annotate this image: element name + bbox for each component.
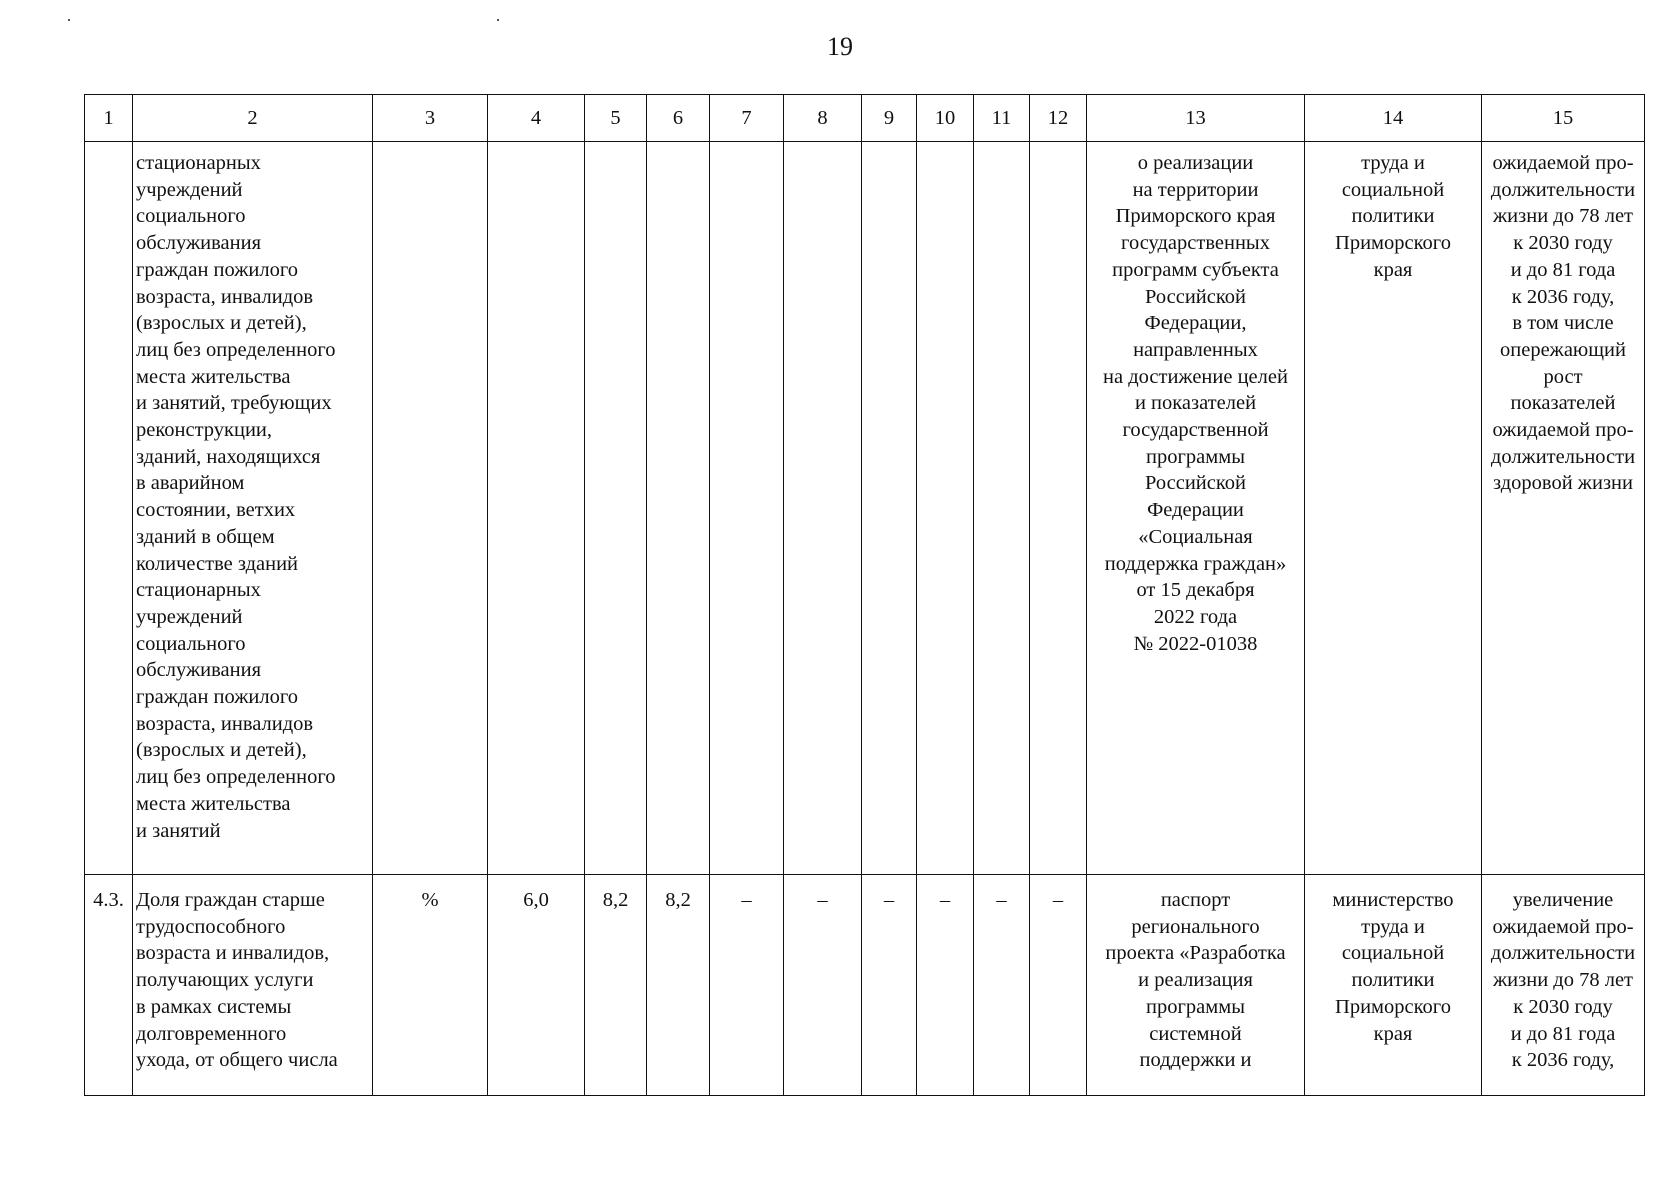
- table-row: [85, 875, 1645, 1096]
- header-cell: 8: [784, 95, 862, 142]
- header-cell: 13: [1087, 95, 1305, 142]
- header-cell: 5: [585, 95, 647, 142]
- cell-text-line: Доля граждан старше: [136, 889, 325, 911]
- cell-text-line: учреждений: [136, 178, 243, 201]
- cell-text-line: политики: [1351, 205, 1435, 228]
- row-number-cell: [85, 142, 133, 875]
- responsible-body-cell: [1305, 142, 1482, 875]
- indicator-name-cell: [133, 875, 373, 1096]
- cell-text-line: (взрослых и детей),: [136, 739, 307, 762]
- cell-text-line: программы: [1146, 995, 1245, 1018]
- cell-text-line: возраста, инвалидов: [136, 285, 314, 308]
- scan-speck: [68, 19, 70, 21]
- cell-text-line: программы: [1146, 445, 1245, 468]
- cell-text-line: социальной: [1341, 178, 1445, 201]
- value-cell: 8,2: [585, 875, 647, 1096]
- cell-text-line: и занятий, требующих: [136, 392, 332, 415]
- cell-text-line: от 15 декабря: [1136, 579, 1255, 602]
- national-goal-cell: [1482, 875, 1645, 1096]
- cell-text-line: социальной: [1341, 942, 1445, 965]
- header-cell: 12: [1030, 95, 1087, 142]
- cell-text-line: на достижение целей: [1103, 365, 1288, 388]
- cell-text-line: Приморского края: [1115, 205, 1276, 228]
- cell-text-line: и занятий: [136, 819, 221, 842]
- cell-text-line: долговременного: [136, 1022, 287, 1045]
- cell-text-line: программ субъекта: [1112, 258, 1279, 281]
- cell-text-line: стационарных: [136, 579, 261, 602]
- header-cell: 15: [1482, 95, 1645, 142]
- cell-text-line: Российской: [1144, 285, 1247, 308]
- value-cell: [647, 142, 710, 875]
- cell-text-line: возраста, инвалидов: [136, 712, 314, 735]
- header-cell: 3: [373, 95, 488, 142]
- cell-text-line: «Социальная: [1138, 525, 1253, 548]
- cell-text-line: места жительства: [136, 365, 291, 388]
- cell-text-line: № 2022-01038: [1133, 632, 1258, 655]
- cell-text-line: опережающий: [1500, 338, 1626, 361]
- value-cell: –: [710, 875, 784, 1096]
- cell-text-line: состоянии, ветхих: [136, 499, 296, 522]
- cell-text-line: поддержка граждан»: [1104, 552, 1287, 575]
- cell-text-line: и реализация: [1138, 969, 1253, 992]
- cell-text-line: направленных: [1133, 338, 1258, 361]
- cell-text-line: зданий в общем: [136, 525, 275, 548]
- cell-text-line: показателей: [1510, 392, 1616, 415]
- cell-text-line: ухода, от общего числа: [136, 1049, 338, 1072]
- cell-text-line: жизни до 78 лет: [1492, 969, 1634, 992]
- cell-text-line: обслуживания: [136, 659, 262, 682]
- cell-text-line: государственных: [1121, 232, 1270, 255]
- page-number: 19: [827, 32, 853, 61]
- value-cell: –: [862, 875, 917, 1096]
- cell-text-line: обслуживания: [136, 232, 262, 255]
- header-cell: 2: [133, 95, 373, 142]
- cell-text-line: Федерации: [1147, 499, 1244, 522]
- cell-text-line: 2022 года: [1153, 605, 1238, 628]
- cell-text-line: политики: [1351, 969, 1435, 992]
- cell-text-line: и до 81 года: [1510, 1022, 1616, 1045]
- cell-text-line: реконструкции,: [136, 419, 273, 442]
- cell-text-line: места жительства: [136, 792, 291, 815]
- value-cell: [1030, 142, 1087, 875]
- indicator-name-cell: [133, 142, 373, 875]
- source-document-cell: [1087, 142, 1305, 875]
- cell-text-line: зданий, находящихся: [136, 445, 321, 468]
- cell-text-line: социального: [136, 205, 246, 228]
- cell-text-line: возраста и инвалидов,: [136, 942, 330, 965]
- header-cell: 9: [862, 95, 917, 142]
- cell-text-line: (взрослых и детей),: [136, 312, 307, 335]
- cell-text-line: должительности: [1490, 178, 1636, 201]
- cell-text-line: труда и: [1361, 152, 1425, 174]
- cell-text-line: поддержки и: [1139, 1049, 1252, 1072]
- cell-text-line: министерство: [1332, 889, 1454, 911]
- cell-text-line: и до 81 года: [1510, 258, 1616, 281]
- cell-text-line: трудоспособного: [136, 915, 286, 938]
- value-cell: 6,0: [488, 875, 585, 1096]
- cell-text-line: получающих услуги: [136, 969, 314, 992]
- cell-text-line: регионального: [1131, 915, 1260, 938]
- unit-cell: [373, 142, 488, 875]
- cell-text-line: системной: [1149, 1022, 1242, 1045]
- cell-text-line: лиц без определенного: [136, 338, 336, 361]
- source-document-cell: [1087, 875, 1305, 1096]
- cell-text-line: на территории: [1132, 178, 1259, 201]
- value-cell: [784, 142, 862, 875]
- cell-text-line: должительности: [1490, 445, 1636, 468]
- cell-text-line: социального: [136, 632, 246, 655]
- value-cell: [917, 142, 974, 875]
- cell-text-line: граждан пожилого: [136, 258, 299, 281]
- cell-text-line: количестве зданий: [136, 552, 299, 575]
- scan-speck: [497, 19, 499, 21]
- cell-text-line: государственной: [1122, 419, 1269, 442]
- table-header-row: [85, 95, 1645, 142]
- value-cell: –: [974, 875, 1030, 1096]
- cell-text-line: к 2030 году: [1513, 995, 1613, 1018]
- cell-text-line: граждан пожилого: [136, 686, 299, 709]
- header-cell: 14: [1305, 95, 1482, 142]
- cell-text-line: рост: [1543, 365, 1583, 388]
- row-number-cell: 4.3.: [85, 875, 133, 1096]
- cell-text-line: ожидаемой про-: [1492, 419, 1634, 442]
- cell-text-line: к 2030 году: [1513, 232, 1613, 255]
- cell-text-line: жизни до 78 лет: [1492, 205, 1634, 228]
- cell-text-line: и показателей: [1134, 392, 1257, 415]
- value-cell: [710, 142, 784, 875]
- value-cell: [585, 142, 647, 875]
- value-cell: –: [1030, 875, 1087, 1096]
- indicators-table: [84, 94, 1645, 1096]
- value-cell: –: [917, 875, 974, 1096]
- cell-text-line: должительности: [1490, 942, 1636, 965]
- cell-text-line: в том числе: [1512, 312, 1614, 335]
- header-cell: 6: [647, 95, 710, 142]
- header-cell: 7: [710, 95, 784, 142]
- value-cell: 8,2: [647, 875, 710, 1096]
- value-cell: –: [784, 875, 862, 1096]
- unit-cell: %: [373, 875, 488, 1096]
- cell-text-line: здоровой жизни: [1493, 472, 1633, 495]
- cell-text-line: лиц без определенного: [136, 766, 336, 789]
- cell-text-line: проекта «Разработка: [1105, 942, 1286, 965]
- header-cell: 1: [85, 95, 133, 142]
- cell-text-line: в аварийном: [136, 472, 245, 495]
- header-cell: 4: [488, 95, 585, 142]
- cell-text-line: Федерации,: [1144, 312, 1247, 335]
- cell-text-line: края: [1373, 258, 1413, 281]
- cell-text-line: к 2036 году,: [1511, 1049, 1615, 1072]
- cell-text-line: паспорт: [1160, 889, 1231, 911]
- value-cell: [488, 142, 585, 875]
- table-row: [85, 142, 1645, 875]
- cell-text-line: Приморского: [1335, 995, 1451, 1018]
- cell-text-line: в рамках системы: [136, 995, 292, 1018]
- cell-text-line: ожидаемой про-: [1492, 915, 1634, 938]
- national-goal-cell: [1482, 142, 1645, 875]
- header-cell: 10: [917, 95, 974, 142]
- cell-text-line: о реализации: [1137, 152, 1254, 174]
- cell-text-line: к 2036 году,: [1511, 285, 1615, 308]
- value-cell: [862, 142, 917, 875]
- cell-text-line: учреждений: [136, 605, 243, 628]
- cell-text-line: стационарных: [136, 152, 261, 174]
- header-cell: 11: [974, 95, 1030, 142]
- responsible-body-cell: [1305, 875, 1482, 1096]
- cell-text-line: Приморского: [1335, 232, 1451, 255]
- cell-text-line: увеличение: [1512, 889, 1614, 911]
- cell-text-line: труда и: [1361, 915, 1425, 938]
- value-cell: [974, 142, 1030, 875]
- cell-text-line: Российской: [1144, 472, 1247, 495]
- cell-text-line: ожидаемой про-: [1492, 152, 1634, 174]
- cell-text-line: края: [1373, 1022, 1413, 1045]
